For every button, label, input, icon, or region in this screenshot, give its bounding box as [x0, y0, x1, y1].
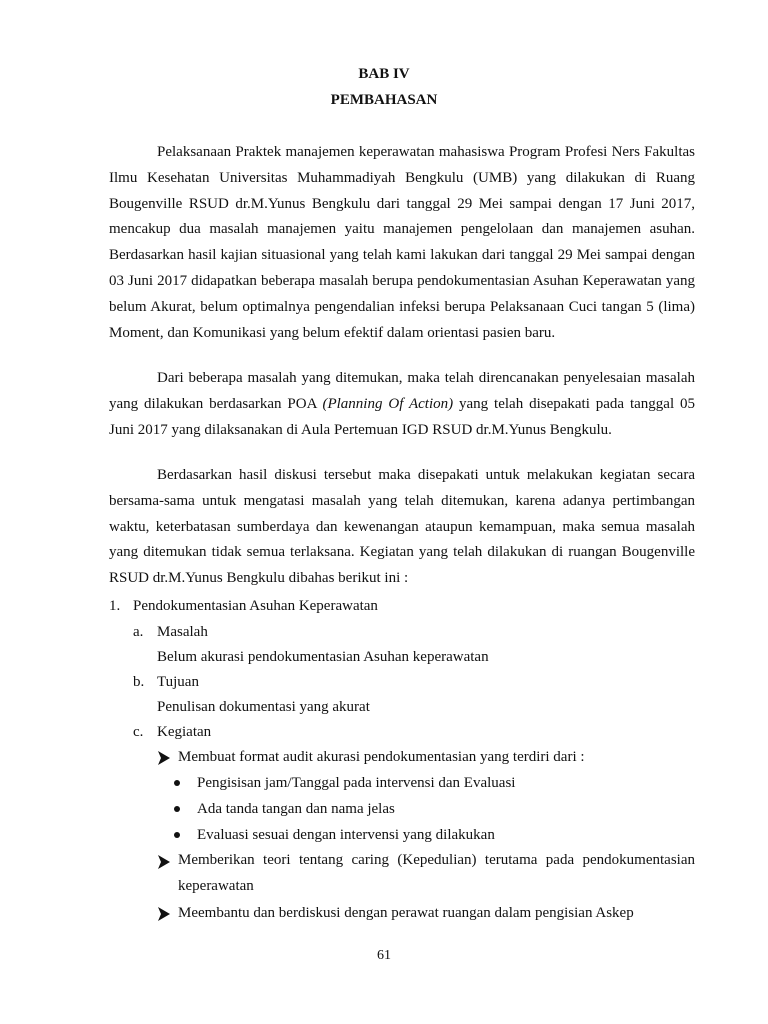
sub-letter-b: b. [133, 674, 145, 690]
list-number: 1. [109, 598, 121, 614]
bullet-icon [174, 832, 180, 838]
paragraph-2-italic-term: (Planning Of Action) [322, 395, 454, 412]
page-number: 61 [377, 948, 391, 963]
sub-item-tujuan-text: Penulisan dokumentasi yang akurat [157, 699, 370, 715]
list-item-title: Pendokumentasian Asuhan Keperawatan [133, 598, 378, 614]
activity-item: Meembantu dan berdiskusi dengan perawat ruangan dalam pengisian Askep [178, 905, 634, 921]
arrow-bullet-icon [158, 907, 170, 921]
sub-item-masalah-text: Belum akurasi pendokumentasian Asuhan keperawatan [157, 649, 489, 665]
sub-item-tujuan-title: Tujuan [157, 674, 199, 690]
arrow-bullet-icon [158, 855, 170, 869]
paragraph-2 [109, 366, 695, 443]
paragraph-1 [109, 140, 695, 346]
chapter-title: BAB IV [358, 66, 410, 82]
activity-item: Membuat format audit akurasi pendokumentasian yang terdiri dari : [178, 749, 585, 765]
sub-item-masalah-title: Masalah [157, 624, 208, 640]
paragraph-3-text: Berdasarkan hasil diskusi tersebut maka disepakati untuk melakukan kegiatan secara bersama-sama untuk mengatasi masalah yang telah ditemukan, karena adanya pertimbangan waktu, keterbatasan sumberdaya dan kewenangan ataupun kemampuan, maka semua masalah yang ditemukan tidak semua terlaksana. Kegiatan yang telah dilakukan di ruangan Bougenville RSUD dr.M.Yunus Bengkulu dibahas berikut ini : [109, 467, 695, 587]
audit-item: Evaluasi sesuai dengan intervensi yang dilakukan [197, 827, 495, 843]
paragraph-2-text-start: Dari beberapa masalah yang ditemukan, maka telah direncanakan penyelesaian masalah yang dilakukan berdasarkan POA [109, 370, 695, 412]
chapter-subtitle: PEMBAHASAN [330, 92, 438, 108]
audit-item: Pengisisan jam/Tanggal pada intervensi dan Evaluasi [197, 775, 516, 791]
audit-item: Ada tanda tangan dan nama jelas [197, 801, 395, 817]
sub-letter-a: a. [133, 624, 144, 640]
paragraph-2-text-end: yang telah disepakati pada tanggal 05 Juni 2017 yang dilaksanakan di Aula Pertemuan IGD RSUD dr.M.Yunus Bengkulu. [109, 395, 696, 438]
sub-letter-c: c. [133, 724, 144, 740]
arrow-bullet-icon [158, 751, 170, 765]
bullet-icon [174, 806, 180, 812]
activity-item: Memberikan teori tentang caring (Kepedulian) terutama pada pendokumentasian keperawatan [178, 852, 695, 894]
bullet-icon [174, 780, 180, 786]
paragraph-3 [109, 463, 695, 592]
paragraph-1-text: Pelaksanaan Praktek manajemen keperawatan mahasiswa Program Profesi Ners Fakultas Ilmu Kesehatan Universitas Muhammadiyah Bengkulu (UMB) yang dilakukan di Ruang Bougenville RSUD dr.M.Yunus Bengkulu dari tanggal 29 Mei sampai dengan 17 Juni 2017, mencakup dua masalah manajemen yaitu manajemen pengelolaan dan manajemen asuhan. Berdasarkan hasil kajian situasional yang telah kami lakukan dari tanggal 29 Mei sampai dengan 03 Juni 2017 didapatkan beberapa masalah berupa pendokumentasian Asuhan Keperawatan yang belum Akurat, belum optimalnya pengendalian infeksi berupa Pelaksanaan Cuci tangan 5 (lima) Moment, dan Komunikasi yang belum efektif dalam orientasi pasien baru. [109, 144, 695, 341]
sub-item-kegiatan-title: Kegiatan [157, 724, 212, 740]
